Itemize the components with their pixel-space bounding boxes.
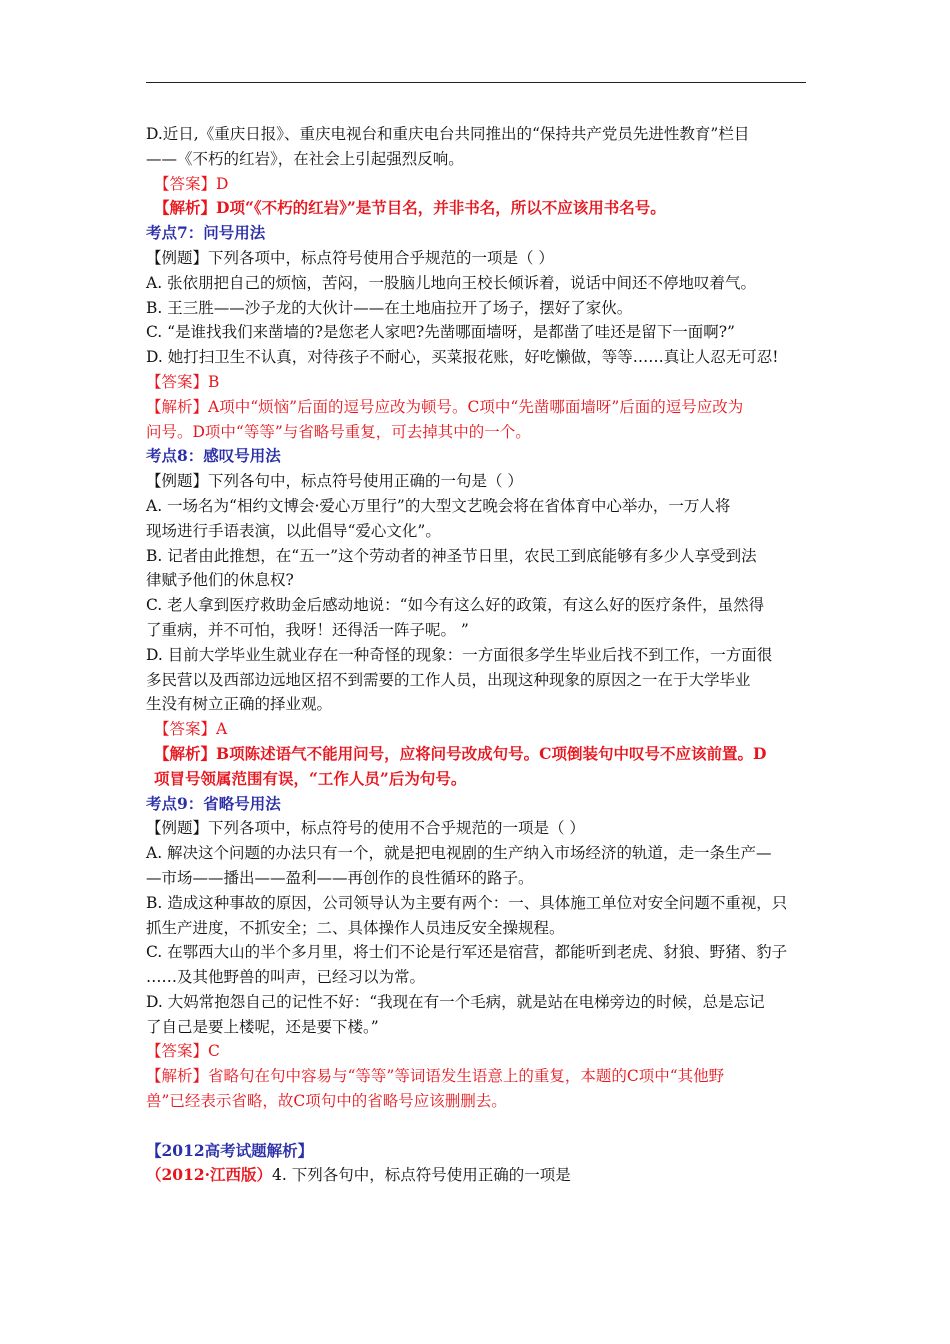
text-line: B. 记者由此推想，在“五一”这个劳动者的神圣节日里，农民工到底能够有多少人享受到法	[146, 546, 757, 565]
text-line: 【答案】D	[154, 174, 229, 193]
text-line: 【例题】下列各句中，标点符号使用正确的一句是（ ）	[146, 472, 523, 491]
text-line: B. 造成这种事故的原因，公司领导认为主要有两个：一、具体施工单位对安全问题不重视，只	[146, 893, 788, 912]
text-line: ……及其他野兽的叫声，已经习以为常。	[146, 968, 426, 987]
text-line: C. “是谁找我们来凿墙的?是您老人家吧?先凿哪面墙呀，是都凿了哇还是留下一面啊?”	[146, 323, 735, 342]
document-body	[146, 122, 811, 1188]
text-line: D. 大妈常抱怨自己的记性不好：“我现在有一个毛病，就是站在电梯旁边的时候，总是忘记	[146, 992, 765, 1011]
text-line: B. 王三胜——沙子龙的大伙计——在土地庙拉开了场子，摆好了家伙。	[146, 298, 633, 317]
text-lines	[146, 122, 811, 1163]
text-line: 生没有树立正确的择业观。	[146, 695, 333, 714]
section-heading: 考点9：省略号用法	[146, 793, 281, 813]
text-line: A. 解决这个问题的办法只有一个，就是把电视剧的生产纳入市场经济的轨道，走一条生产—	[146, 844, 772, 863]
text-line: 多民营以及西部边远地区招不到需要的工作人员，出现这种现象的原因之一在于大学毕业	[146, 670, 751, 689]
text-line: 【例题】下列各项中，标点符号的使用不合乎规范的一项是（ ）	[146, 819, 585, 838]
text-line: 【答案】A	[154, 720, 228, 739]
text-line: 【解析】B项陈述语气不能用问号，应将问号改成句号。C项倒装句中叹号不应该前置。D	[154, 743, 767, 763]
text-line: 问号。D项中“等等”与省略号重复，可去掉其中的一个。	[146, 422, 531, 441]
text-line: D. 她打扫卫生不认真，对待孩子不耐心，买菜报花账，好吃懒做，等等……真让人忍无可忍!	[146, 348, 779, 367]
text-line: 【答案】C	[146, 1042, 220, 1061]
text-line: 【解析】D项“《不朽的红岩》”是节目名，并非书名，所以不应该用书名号。	[154, 198, 666, 218]
header-rule	[146, 82, 806, 83]
section-heading: 考点8：感叹号用法	[146, 446, 281, 466]
text-line: 了重病，并不可怕，我呀！还得活一阵子呢。 ”	[146, 620, 469, 639]
section-heading: 【2012高考试题解析】	[146, 1140, 314, 1160]
text-line: A. 一场名为“相约文博会·爱心万里行”的大型文艺晚会将在省体育中心举办，一万人将	[146, 496, 731, 515]
text-line: C. 老人拿到医疗救助金后感动地说：“如今有这么好的政策，有这么好的医疗条件，虽然得	[146, 596, 765, 615]
text-line: ——《不朽的红岩》，在社会上引起强烈反响。	[146, 149, 464, 168]
text-line: 兽”已经表示省略，故C项句中的省略号应该删删去。	[146, 1092, 507, 1111]
text-line: 抓生产进度，不抓安全；二、具体操作人员违反安全操规程。	[146, 918, 565, 937]
text-line: 了自己是要上楼呢，还是要下楼。”	[146, 1017, 379, 1036]
text-line: —市场——播出——盈利——再创作的良性循环的路子。	[146, 868, 534, 887]
exam-question: 4. 下列各句中，标点符号使用正确的一项是	[272, 1166, 571, 1185]
text-line: 【解析】A项中“烦恼”后面的逗号应改为顿号。C项中“先凿哪面墙呀”后面的逗号应改为	[146, 397, 744, 416]
text-line: 【解析】省略句在句中容易与“等等”等词语发生语意上的重复，本题的C项中“其他野	[146, 1067, 725, 1086]
text-line: 【答案】B	[146, 372, 220, 391]
text-line: 现场进行手语表演，以此倡导“爱心文化”。	[146, 521, 441, 540]
text-line: C. 在鄂西大山的半个多月里，将士们不论是行军还是宿营，都能听到老虎、豺狼、野猪、豹子	[146, 943, 788, 962]
exam-source: （2012·江西版）	[146, 1165, 273, 1185]
text-line: D. 目前大学毕业生就业存在一种奇怪的现象：一方面很多学生毕业后找不到工作，一方面很	[146, 645, 773, 664]
text-line: 【例题】下列各项中，标点符号使用合乎规范的一项是（ ）	[146, 248, 554, 267]
text-line: D.近日,《重庆日报》、重庆电视台和重庆电台共同推出的“保持共产党员先进性教育”栏目	[146, 125, 750, 143]
section-heading: 考点7：问号用法	[146, 223, 266, 243]
exam-question-line	[146, 1163, 811, 1188]
blank-line	[146, 1114, 811, 1139]
text-line: 项冒号领属范围有误，“工作人员”后为句号。	[154, 768, 467, 788]
text-line: A. 张依朋把自己的烦恼，苦闷，一股脑儿地向王校长倾诉着，说话中间还不停地叹着气。	[146, 273, 757, 292]
text-line: 律赋予他们的休息权?	[146, 571, 294, 590]
